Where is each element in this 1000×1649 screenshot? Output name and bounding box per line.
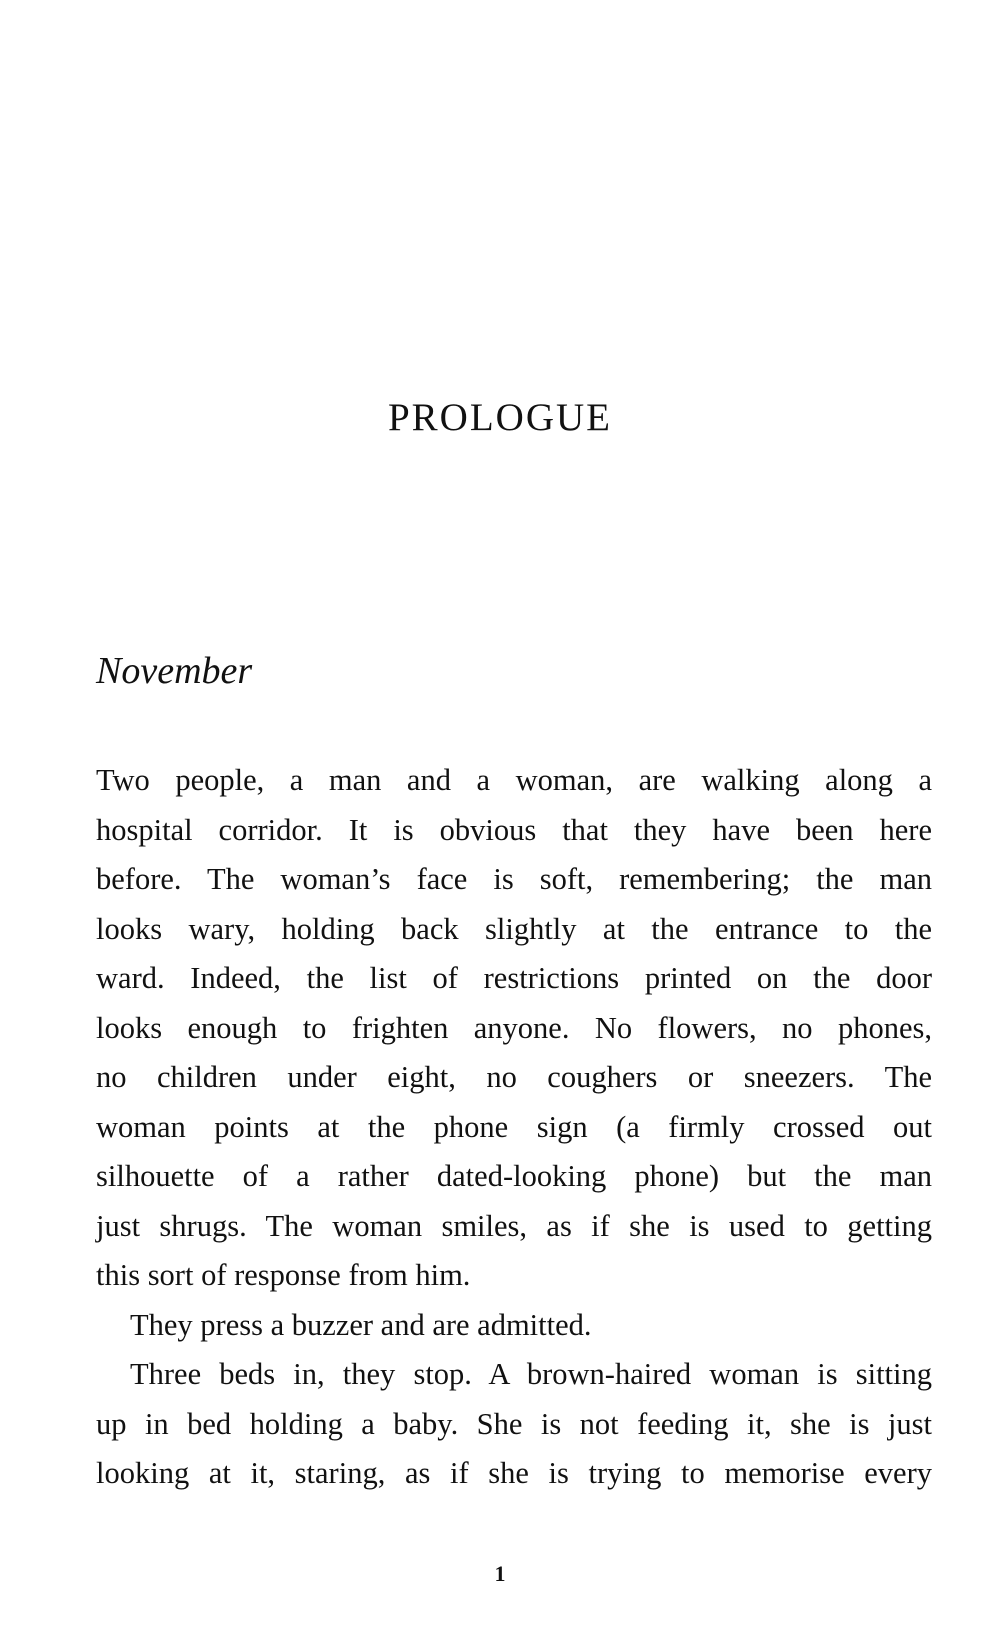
text-line: looking at it, staring, as if she is trying to memorise every [96,1456,932,1490]
text-line: looks wary, holding back slightly at the entrance to the [96,911,932,946]
text-line: up in bed holding a baby. She is not feeding it, she is just [96,1406,932,1441]
text-line: before. The woman’s face is soft, remembering; the man [96,862,932,896]
text-line: silhouette of a rather dated-looking phone) but the man [96,1159,932,1193]
text-line: Two people, a man and a woman, are walking along a [96,763,932,797]
text-line: looks enough to frighten anyone. No flowers, no phones, [96,1010,932,1045]
text-line: this sort of response from him. [96,1258,471,1292]
section-heading: November [96,650,253,692]
text-line: They press a buzzer and are admitted. [130,1307,592,1342]
text-line: Three beds in, they stop. A brown-haired woman is sitting [130,1357,932,1391]
text-line: ward. Indeed, the list of restrictions printed on the door [96,961,932,995]
page-number: 1 [494,1561,506,1586]
text-line: hospital corridor. It is obvious that they have been here [96,812,932,847]
chapter-title: PROLOGUE [387,396,612,439]
text-line: just shrugs. The woman smiles, as if she is used to getting [96,1208,932,1243]
text-line: no children under eight, no coughers or sneezers. The [96,1060,932,1094]
body-text [96,756,932,1499]
text-line: woman points at the phone sign (a firmly crossed out [96,1109,932,1144]
